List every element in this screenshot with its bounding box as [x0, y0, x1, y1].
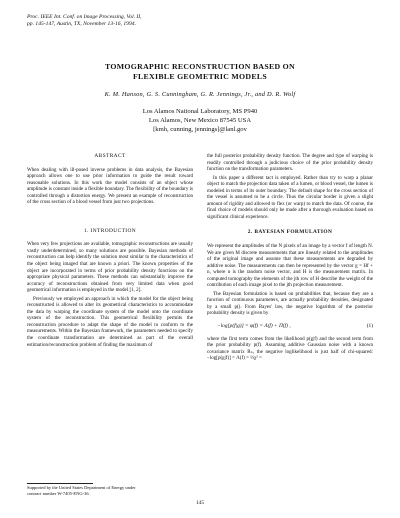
footnote-rule: [27, 483, 93, 484]
body-paragraph: The Bayesian formulation is based on probabilities that, because they are a function of continuous parameters, are actually probability densities, designated by a small p(). From Bayes' law, the negative logarithm of the posterior probability density is given by: [207, 290, 373, 317]
footnote-line: Supported by the United States Department of Energy under: [27, 485, 136, 490]
affiliation-line: Los Alamos National Laboratory, MS P940: [142, 108, 258, 115]
body-paragraph: the full posterior probability density function. The degree and type of warping is readily controlled through a judicious choice of the prior probability density function on the transformation parameters.: [207, 153, 373, 173]
venue-line: Proc. IEEE Int. Conf. on Image Processing, Vol. II,: [27, 14, 142, 20]
affiliation-line: Los Alamos, New Mexico 87545 USA: [148, 117, 252, 124]
right-column: [207, 153, 373, 364]
title-line: FLEXIBLE GEOMETRIC MODELS: [132, 72, 267, 81]
abstract-heading: ABSTRACT: [94, 153, 126, 159]
equation-body: −log[p(f|g)] = φ(f) = Λ(f) + Π(f) ,: [217, 323, 291, 330]
introduction-heading: 1. INTRODUCTION: [83, 227, 137, 234]
body-paragraph: where the first term comes from the likelihood p(g|f) and the second term from the prior probability p(f). Assuming additive Gaussian noise with a known covariance matrix Rₙ, the negative loglikelihood is just half of chi-squared: −log[p(g|f)] = Λ(f) = ½χ² =: [207, 335, 373, 362]
paper-title: [40, 62, 360, 82]
venue-citation: [27, 14, 247, 28]
affiliation-emails: [kmh, cunning, jennings]@lanl.gov: [153, 126, 247, 133]
footnote-line: contract number W-7405-ENG-36.: [27, 490, 90, 496]
intro-paragraph: Previously we employed an approach in which the model for the object being reconstructed is allowed to alter its geometrical characteristics to accommodate the data by warping the coordinate system of the model onto the coordinate system of the reconstruction. This geometrical flexibility permits the reconstruction procedure to adapt the shape of the model to conform to the measurements. Within the Bayesian framework, the parameters needed to specify the coordinate transformation are determined as part of the overall estimation/reconstruction problem of finding the maximum of: [27, 295, 193, 348]
page-number: 145: [195, 500, 205, 506]
title-line: TOMOGRAPHIC RECONSTRUCTION BASED ON: [105, 62, 295, 71]
bayesian-formulation-heading: 2. BAYESIAN FORMULATION: [247, 229, 333, 236]
left-column: [27, 153, 193, 350]
abstract-text: When dealing with ill-posed inverse problems in data analysis, the Bayesian approach allows one to use prior information to guide the result toward reasonable solutions. In this work the model consists of an object whose amplitude is constant inside a flexible boundary. The flexibility of the boundary is controlled through a distortion energy. We present an example of reconstruction of the cross section of a blood vessel from just two projections.: [27, 166, 193, 206]
author-list: K. M. Hanson, G. S. Cunningham, G. R. Jennings, Jr., and D. R. Wolf: [104, 91, 296, 98]
affiliation: [80, 107, 320, 134]
body-paragraph: In this paper a different tact is employed. Rather than try to warp a planar object to match the projection data taken of a lumen, or blood vessel, the lumen is modeled in terms of its outer boundary. The default shape for the cross section of the vessel is assumed to be a circle. Thus the circular border is given a slight amount of rigidity and allowed to flex (or warp) to match the data. Of course, the final choice of models should only be made after a thorough evaluation based on significant clinical experience.: [207, 174, 373, 220]
body-paragraph: We represent the amplitudes of the N pixels of an image by a vector f of length N. We are given M discrete measurements that are linearly related to the amplitudes of the original image and assume that these measurements are degraded by additive noise. The measurements can then be represented by the vector g = Hf + n, where n is the random noise vector, and H is the measurement matrix. In computed tomography the elements of the jth row of H describe the weight of the contribution of each image pixel to the jth projection measurement.: [207, 243, 373, 289]
equation-1: [217, 323, 373, 330]
intro-paragraph: When very few projections are available, tomographic reconstructions are usually vastly underdetermined, so many solutions are possible. Bayesian methods of reconstruction can help identify the solution most similar to the characteristics of the object being imaged that are known a priori. The known properties of the object are incorporated in terms of prior probability density functions on the appropriate physical parameters. These methods can substantially improve the accuracy of reconstructions obtained from very limited data when good geometrical information is employed in the model [1, 2].: [27, 241, 193, 294]
funding-footnote: [27, 485, 193, 496]
equation-number: (1): [366, 323, 373, 330]
venue-line: pp. 145-147, Austin, TX, November 13-16, 1994.: [27, 21, 136, 27]
